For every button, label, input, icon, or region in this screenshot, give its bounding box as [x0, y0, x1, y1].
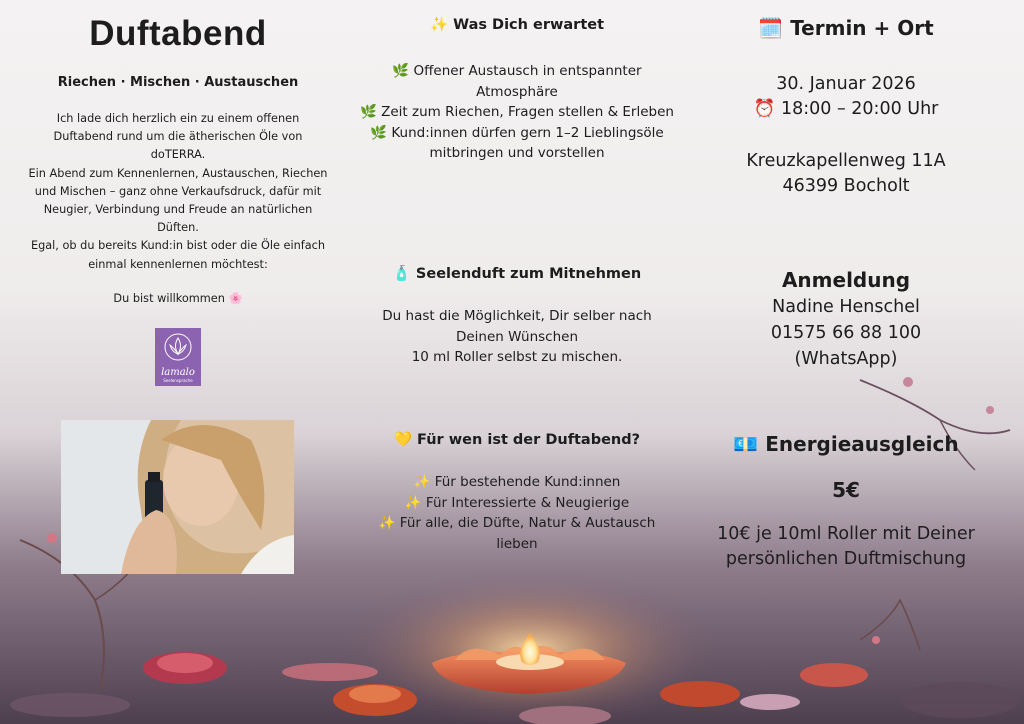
welcome-text: Du bist willkommen 🌸: [113, 292, 243, 305]
address-street: Kreuzkapellenweg 11A: [746, 151, 946, 171]
roller-price-line: persönlichen Duftmischung: [725, 549, 967, 569]
section-title-energieausgleich: 💶 Energieausgleich: [733, 432, 959, 456]
event-date: 30. Januar 2026: [776, 74, 916, 94]
page-title: Duftabend: [89, 14, 267, 53]
expectations-list: [352, 61, 682, 164]
logo-tagline: Seelensprache: [163, 378, 193, 383]
intro-line: Neugier, Verbindung und Freude an natürlichen: [43, 203, 313, 217]
section-title-termin: 🗓️ Termin + Ort: [758, 16, 934, 40]
expectation-line: mitbringen und vorstellen: [429, 145, 605, 161]
seelenduft-line: Deinen Wünschen: [455, 328, 578, 345]
expectation-line: Atmosphäre: [476, 83, 558, 100]
woman-smelling-oil-photo: [61, 420, 294, 574]
audience-line: lieben: [496, 535, 538, 552]
section-title-audience: 💛 Für wen ist der Duftabend?: [393, 432, 641, 448]
intro-line: doTERRA.: [150, 148, 206, 162]
intro-line: Egal, ob du bereits Kund:in bist oder die Öle einfach: [30, 239, 326, 253]
price: 5€: [832, 478, 860, 502]
intro-text: [14, 110, 342, 274]
contact-name: Nadine Henschel: [772, 297, 920, 317]
audience-line: ✨ Für bestehende Kund:innen: [413, 474, 621, 490]
intro-line: Ein Abend zum Kennenlernen, Austauschen, Riechen: [28, 166, 328, 180]
subtitle: Riechen · Mischen · Austauschen: [57, 75, 299, 90]
section-title-seelenduft: 🧴 Seelenduft zum Mitnehmen: [392, 266, 642, 282]
event-time: ⏰ 18:00 – 20:00 Uhr: [753, 99, 939, 119]
roller-price-line: 10€ je 10ml Roller mit Deiner: [717, 524, 975, 544]
lotus-icon: [164, 332, 192, 362]
intro-line: Düften.: [157, 221, 199, 235]
intro-line: und Mischen – ganz ohne Verkaufsdruck, dafür mit: [34, 184, 322, 198]
section-title-anmeldung: Anmeldung: [781, 268, 911, 292]
intro-line: Duftabend rund um die ätherischen Öle von: [53, 130, 303, 144]
seelenduft-line: 10 ml Roller selbst zu mischen.: [411, 349, 623, 365]
intro-line: Ich lade dich herzlich ein zu einem offenen: [56, 112, 300, 125]
expectation-line: 🌿 Offener Austausch in entspannter: [392, 63, 642, 79]
contact-phone-note: (WhatsApp): [794, 349, 898, 369]
audience-list: [352, 472, 682, 554]
address-city: 46399 Bocholt: [782, 176, 910, 196]
seelenduft-text: [352, 306, 682, 368]
seelenduft-line: Du hast die Möglichkeit, Dir selber nach: [382, 308, 652, 324]
lamalo-logo: [155, 328, 201, 386]
audience-line: ✨ Für alle, die Düfte, Natur & Austausch: [378, 515, 656, 531]
expectation-line: 🌿 Kund:innen dürfen gern 1–2 Lieblingsöle: [370, 124, 664, 141]
contact-phone: 01575 66 88 100: [770, 323, 922, 343]
expectation-line: 🌿 Zeit zum Riechen, Fragen stellen & Erleben: [360, 104, 674, 120]
audience-line: ✨ Für Interessierte & Neugierige: [404, 494, 630, 511]
section-title-expectations: ✨ Was Dich erwartet: [429, 17, 605, 33]
logo-name: lamalo: [161, 367, 195, 378]
intro-line: einmal kennenlernen möchtest:: [88, 257, 268, 271]
